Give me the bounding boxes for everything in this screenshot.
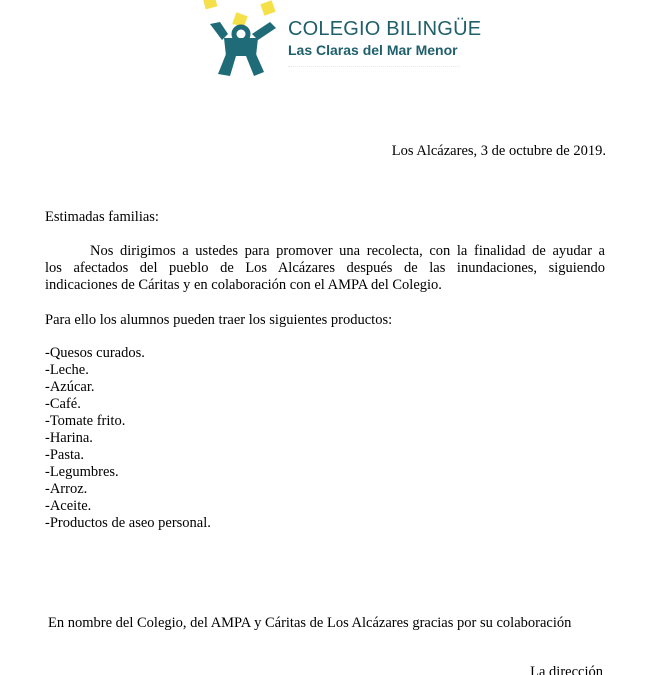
letter-date: Los Alcázares, 3 de octubre de 2019. <box>391 143 606 159</box>
body-line-1: Nos dirigimos a ustedes para promover una recolecta, con la finalidad de ayudar a <box>90 243 605 259</box>
figure-icon <box>210 22 276 76</box>
school-logo <box>200 0 482 82</box>
school-name-line1: COLEGIO BILINGÜE <box>288 18 482 40</box>
products-intro: Para ello los alumnos pueden traer los siguientes productos: <box>45 312 393 328</box>
list-item: -Café. <box>45 396 81 412</box>
letter-body-paragraph <box>45 243 605 294</box>
body-line-2: los afectados del pueblo de Los Alcázares después de las inundaciones, siguiendo <box>45 260 605 276</box>
letter-closing: En nombre del Colegio, del AMPA y Cáritas de Los Alcázares gracias por su colaboración <box>48 615 572 631</box>
list-item: -Leche. <box>45 362 89 378</box>
yellow-square-left-icon <box>203 0 218 9</box>
juggling-figure-logo-icon <box>200 0 282 80</box>
list-item: -Quesos curados. <box>45 345 145 361</box>
list-item: -Tomate frito. <box>45 413 126 429</box>
list-item: -Productos de aseo personal. <box>45 515 211 531</box>
logo-divider <box>288 66 460 75</box>
list-item: -Arroz. <box>45 481 88 497</box>
school-name-line2: Las Claras del Mar Menor <box>288 42 458 58</box>
list-item: -Azúcar. <box>45 379 95 395</box>
yellow-square-right-icon <box>260 0 275 15</box>
list-item: -Aceite. <box>45 498 92 514</box>
letter-greeting: Estimadas familias: <box>45 209 159 225</box>
body-line-3: indicaciones de Cáritas y en colaboración con el AMPA del Colegio. <box>45 277 442 293</box>
letter-signature: La dirección <box>530 664 603 675</box>
list-item: -Legumbres. <box>45 464 119 480</box>
products-list <box>45 345 211 532</box>
list-item: -Pasta. <box>45 447 85 463</box>
list-item: -Harina. <box>45 430 93 446</box>
